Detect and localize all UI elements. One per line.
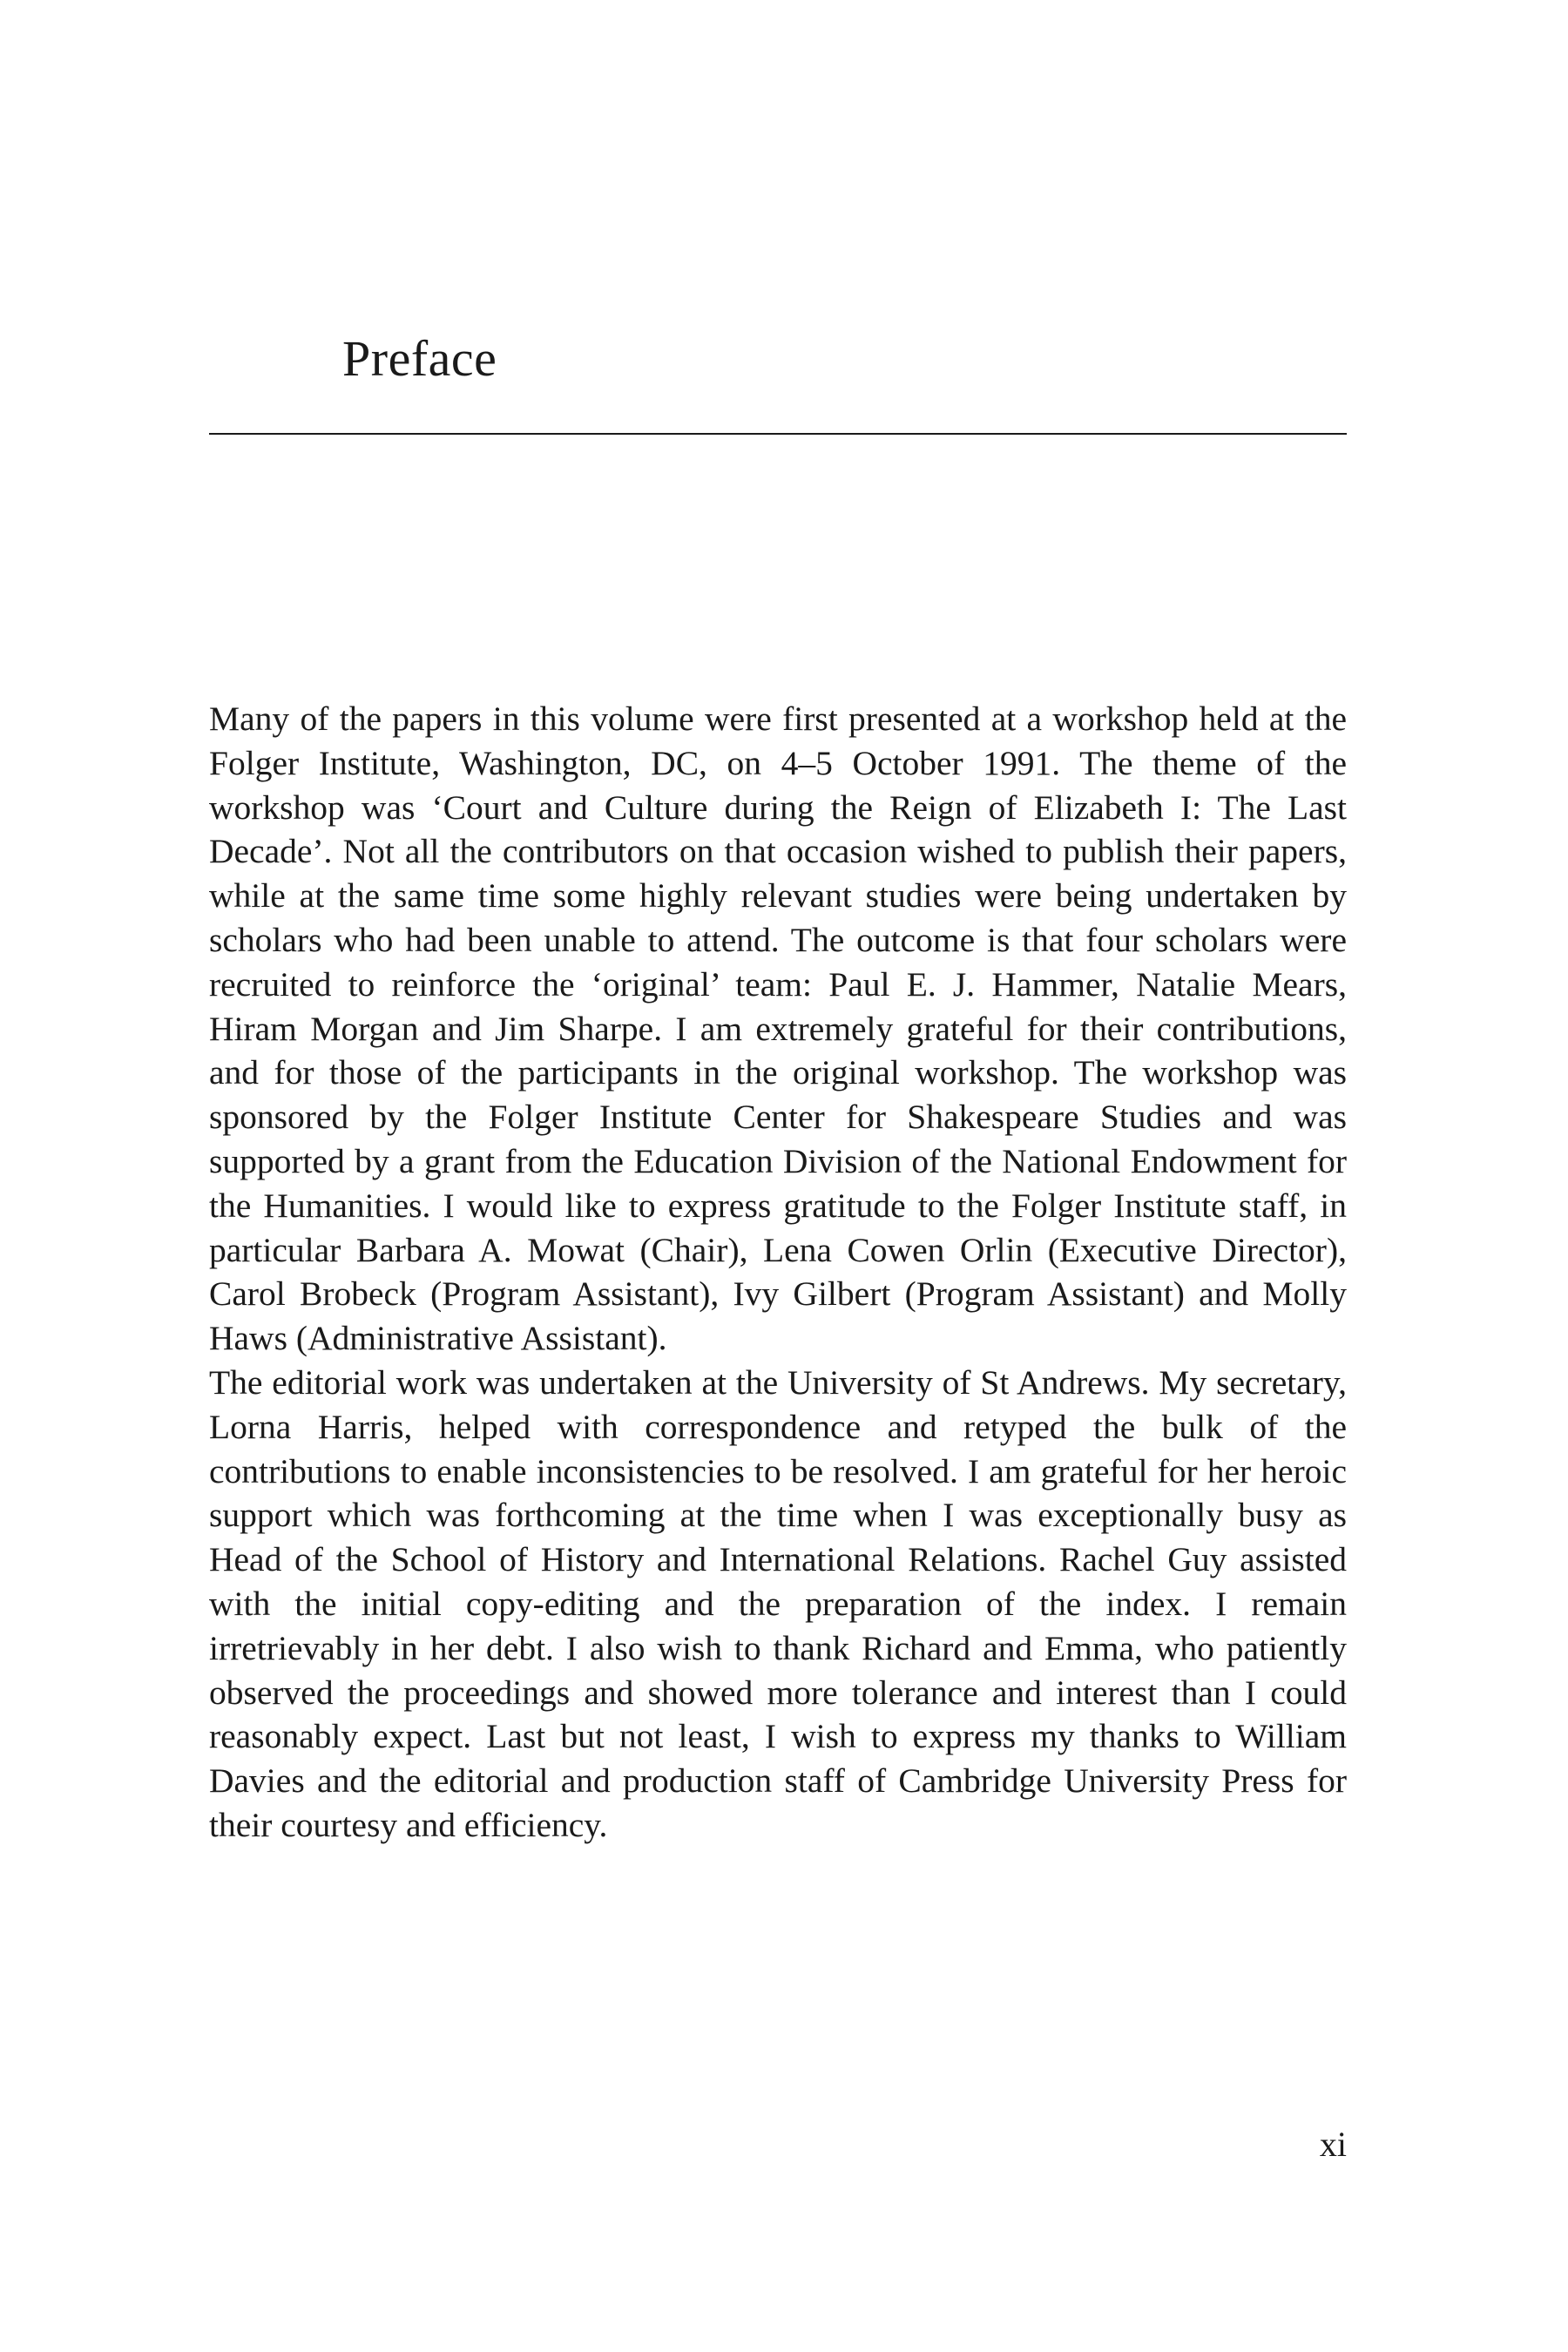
- page-title: Preface: [342, 330, 497, 387]
- preface-body: [209, 697, 1347, 1848]
- title-rule: [209, 433, 1347, 435]
- paragraph-2: The editorial work was undertaken at the University of St Andrews. My secretary, Lorna Harris, helped with correspondence and retyped the bulk of the contributions to enable inconsistencies to be resolved. I am grateful for her heroic support which was forthcoming at the time when I was exceptionally busy as Head of the School of History and International Relations. Rachel Guy assisted with the initial copy-editing and the preparation of the index. I remain irretrievably in her debt. I also wish to thank Richard and Emma, who patiently observed the proceedings and showed more tolerance and interest than I could reasonably expect. Last but not least, I wish to express my thanks to William Davies and the editorial and production staff of Cambridge University Press for their courtesy and efficiency.: [209, 1362, 1347, 1844]
- page-number: xi: [1319, 2125, 1347, 2164]
- paragraph-1: Many of the papers in this volume were first presented at a workshop held at the Folger Institute, Washington, DC, on 4–5 October 1991. The theme of the workshop was ‘Court and Culture during the Reign of Elizabeth I: The Last Decade’. Not all the contributors on that occasion wished to publish their papers, while at the same time some highly relevant studies were being undertaken by scholars who had been unable to attend. The outcome is that four scholars were recruited to reinforce the ‘original’ team: Paul E. J. Hammer, Natalie Mears, Hiram Morgan and Jim Sharpe. I am extremely grateful for their contributions, and for those of the participants in the original workshop. The workshop was sponsored by the Folger Institute Center for Shakespeare Studies and was supported by a grant from the Education Division of the National Endowment for the Humanities. I would like to express gratitude to the Folger Institute staff, in particular Barbara A. Mowat (Chair), Lena Cowen Orlin (Executive Director), Carol Brobeck (Program Assistant), Ivy Gilbert (Program Assistant) and Molly Haws (Administrative Assistant).: [209, 700, 1347, 1358]
